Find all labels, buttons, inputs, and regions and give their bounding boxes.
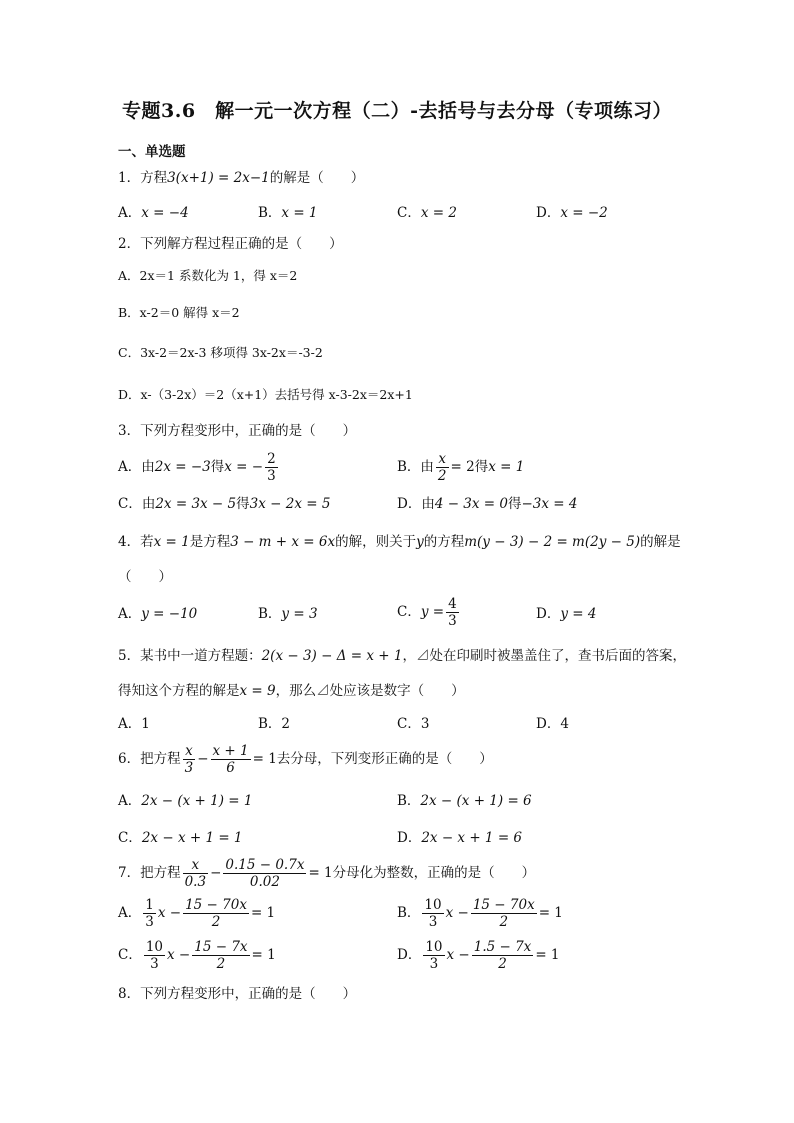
q5-option-c: C．3 bbox=[397, 716, 430, 732]
q7-option-d: D． $\frac{10}{3}$ x − $\frac{1.5 - 7x}{2}$ = 1 bbox=[397, 939, 560, 973]
q6-option-a: A．2x − (x + 1) = 1 bbox=[118, 793, 253, 809]
q1-option-c: C．x = 2 bbox=[397, 205, 457, 221]
q5-option-a: A．1 bbox=[118, 716, 150, 732]
q7-option-b: B． $\frac{10}{3}$ x − $\frac{15 - 70x}{2}$ = 1 bbox=[397, 897, 563, 931]
page-title: 专题3.6 解一元一次方程（二）-去括号与去分母（专项练习） bbox=[122, 100, 672, 122]
q2-option-a: A．2x＝1 系数化为 1，得 x＝2 bbox=[118, 268, 298, 283]
q2-option-d: D．x-（3-2x）＝2（x+1）去括号得 x-3-2x＝2x+1 bbox=[118, 387, 413, 402]
q4-answer-paren: （ ） bbox=[118, 569, 172, 585]
q4-option-c: C．y = $\frac{4}{3}$ bbox=[397, 596, 457, 630]
q5-option-d: D．4 bbox=[536, 716, 569, 732]
question-3: 3．下列方程变形中，正确的是（ ） bbox=[118, 423, 357, 439]
q3-option-c: C．由2x = 3x − 5得3x − 2x = 5 bbox=[118, 496, 331, 512]
q2-option-b: B．x-2＝0 解得 x＝2 bbox=[118, 305, 240, 320]
question-7: 7．把方程 $\frac{x}{0.3}$ − $\frac{0.15 - 0.7x}{0.02}$ = 1分母化为整数，正确的是（ ） bbox=[118, 857, 536, 891]
q3-option-a: A．由2x = −3得x = − $\frac{2}{3}$ bbox=[118, 451, 276, 485]
q4-option-d: D．y = 4 bbox=[536, 606, 597, 622]
equation: 3(x+1) = 2x−1 bbox=[167, 170, 270, 186]
question-4: 4．若x = 1是方程3 − m + x = 6x的解，则关于y的方程m(y − 3) − 2 = m(2y − 5)的解是 bbox=[118, 534, 681, 550]
section-heading: 一、单选题 bbox=[118, 144, 186, 160]
question-5: 5．某书中一道方程题：2(x − 3) − Δ = x + 1，⊿处在印刷时被墨盖住了，查书后面的答案， bbox=[118, 648, 686, 664]
q6-option-d: D．2x − x + 1 = 6 bbox=[397, 830, 523, 846]
q4-option-b: B．y = 3 bbox=[258, 606, 318, 622]
q1-option-a: A．x = −4 bbox=[118, 205, 189, 221]
q2-option-c: C．3x-2＝2x-3 移项得 3x-2x＝-3-2 bbox=[118, 345, 323, 360]
question-6: 6．把方程 $\frac{x}{3}$ − $\frac{x + 1}{6}$ = 1去分母，下列变形正确的是（ ） bbox=[118, 743, 493, 777]
q7-option-a: A． $\frac{1}{3}$ x − $\frac{15 - 70x}{2}$ = 1 bbox=[118, 897, 276, 931]
question-1: 1．方程3(x+1) = 2x−1的解是（ ） bbox=[118, 170, 365, 186]
q6-option-c: C．2x − x + 1 = 1 bbox=[118, 830, 243, 846]
q7-option-c: C． $\frac{10}{3}$ x − $\frac{15 - 7x}{2}$ = 1 bbox=[118, 939, 276, 973]
q6-option-b: B．2x − (x + 1) = 6 bbox=[397, 793, 532, 809]
question-5-cont: 得知这个方程的解是x = 9，那么⊿处应该是数字（ ） bbox=[118, 683, 465, 699]
q1-option-b: B．x = 1 bbox=[258, 205, 318, 221]
question-2: 2．下列解方程过程正确的是（ ） bbox=[118, 236, 343, 252]
q3-option-b: B．由 $\frac{x}{2}$ = 2得x = 1 bbox=[397, 451, 525, 485]
q3-option-d: D．由4 − 3x = 0得−3x = 4 bbox=[397, 496, 578, 512]
q1-option-d: D．x = −2 bbox=[536, 205, 608, 221]
q5-option-b: B．2 bbox=[258, 716, 291, 732]
q4-option-a: A．y = −10 bbox=[118, 606, 198, 622]
question-8: 8．下列方程变形中，正确的是（ ） bbox=[118, 986, 357, 1002]
